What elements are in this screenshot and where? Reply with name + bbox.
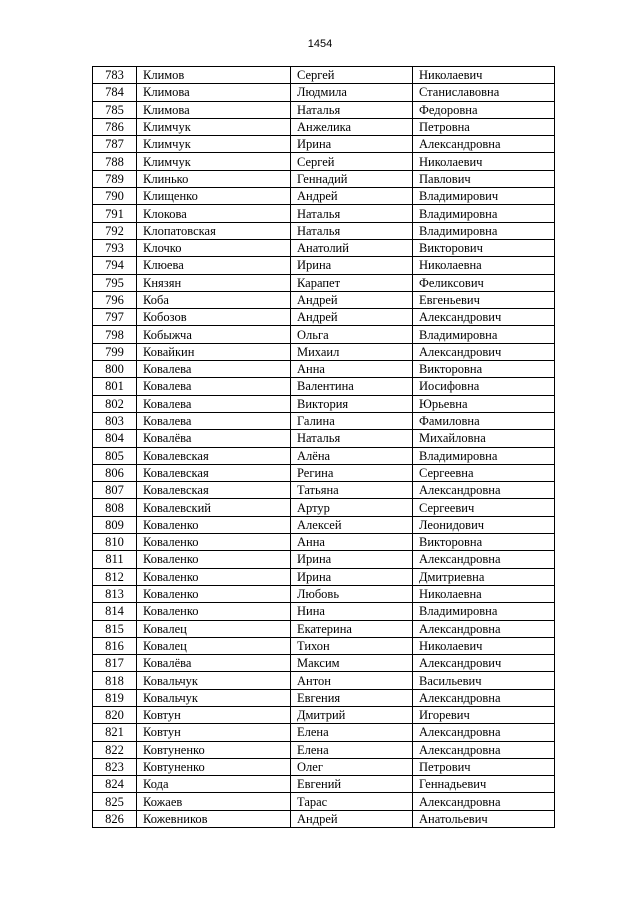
row-number-cell: 826 (93, 810, 137, 827)
last-name-cell: Кобыжча (137, 326, 291, 343)
row-number-cell: 824 (93, 776, 137, 793)
patronymic-cell: Александровна (413, 482, 555, 499)
row-number-cell: 815 (93, 620, 137, 637)
row-number-cell: 804 (93, 430, 137, 447)
row-number-cell: 784 (93, 84, 137, 101)
patronymic-cell: Александровна (413, 793, 555, 810)
last-name-cell: Коваленко (137, 603, 291, 620)
table-row (93, 758, 555, 775)
patronymic-cell: Петрович (413, 758, 555, 775)
patronymic-cell: Анатольевич (413, 810, 555, 827)
row-number-cell: 797 (93, 309, 137, 326)
row-number-cell: 796 (93, 291, 137, 308)
first-name-cell: Алёна (291, 447, 413, 464)
table-row (93, 620, 555, 637)
last-name-cell: Ковальчук (137, 672, 291, 689)
patronymic-cell: Александровна (413, 724, 555, 741)
patronymic-cell: Феликсович (413, 274, 555, 291)
table-row (93, 724, 555, 741)
first-name-cell: Людмила (291, 84, 413, 101)
last-name-cell: Ковтуненко (137, 741, 291, 758)
first-name-cell: Андрей (291, 188, 413, 205)
first-name-cell: Наталья (291, 430, 413, 447)
row-number-cell: 790 (93, 188, 137, 205)
table-row (93, 361, 555, 378)
table-row (93, 239, 555, 256)
patronymic-cell: Николаевич (413, 67, 555, 84)
table-row (93, 551, 555, 568)
patronymic-cell: Александрович (413, 309, 555, 326)
last-name-cell: Ковалева (137, 361, 291, 378)
first-name-cell: Евгений (291, 776, 413, 793)
patronymic-cell: Федоровна (413, 101, 555, 118)
first-name-cell: Анна (291, 534, 413, 551)
row-number-cell: 821 (93, 724, 137, 741)
first-name-cell: Тарас (291, 793, 413, 810)
patronymic-cell: Леонидович (413, 516, 555, 533)
first-name-cell: Андрей (291, 291, 413, 308)
first-name-cell: Наталья (291, 101, 413, 118)
patronymic-cell: Васильевич (413, 672, 555, 689)
table-row (93, 672, 555, 689)
first-name-cell: Ирина (291, 568, 413, 585)
patronymic-cell: Викторовна (413, 361, 555, 378)
patronymic-cell: Дмитриевна (413, 568, 555, 585)
first-name-cell: Сергей (291, 153, 413, 170)
last-name-cell: Ковалевский (137, 499, 291, 516)
row-number-cell: 814 (93, 603, 137, 620)
last-name-cell: Ковалёва (137, 430, 291, 447)
row-number-cell: 787 (93, 136, 137, 153)
row-number-cell: 820 (93, 706, 137, 723)
patronymic-cell: Юрьевна (413, 395, 555, 412)
table-row (93, 222, 555, 239)
last-name-cell: Коваленко (137, 568, 291, 585)
last-name-cell: Коваленко (137, 551, 291, 568)
first-name-cell: Геннадий (291, 170, 413, 187)
last-name-cell: Коба (137, 291, 291, 308)
row-number-cell: 806 (93, 464, 137, 481)
table-row (93, 412, 555, 429)
row-number-cell: 812 (93, 568, 137, 585)
first-name-cell: Артур (291, 499, 413, 516)
row-number-cell: 805 (93, 447, 137, 464)
first-name-cell: Елена (291, 724, 413, 741)
first-name-cell: Карапет (291, 274, 413, 291)
last-name-cell: Кожевников (137, 810, 291, 827)
patronymic-cell: Владимировна (413, 205, 555, 222)
last-name-cell: Коваленко (137, 585, 291, 602)
table-row (93, 205, 555, 222)
patronymic-cell: Сергеевна (413, 464, 555, 481)
patronymic-cell: Михайловна (413, 430, 555, 447)
patronymic-cell: Николаевич (413, 153, 555, 170)
patronymic-cell: Евгеньевич (413, 291, 555, 308)
row-number-cell: 799 (93, 343, 137, 360)
last-name-cell: Ковальчук (137, 689, 291, 706)
row-number-cell: 816 (93, 637, 137, 654)
first-name-cell: Нина (291, 603, 413, 620)
row-number-cell: 825 (93, 793, 137, 810)
table-row (93, 309, 555, 326)
patronymic-cell: Александровна (413, 620, 555, 637)
first-name-cell: Андрей (291, 810, 413, 827)
row-number-cell: 791 (93, 205, 137, 222)
name-list-body (93, 67, 555, 828)
last-name-cell: Клочко (137, 239, 291, 256)
first-name-cell: Галина (291, 412, 413, 429)
last-name-cell: Ковалевская (137, 482, 291, 499)
table-row (93, 430, 555, 447)
row-number-cell: 822 (93, 741, 137, 758)
last-name-cell: Ковтуненко (137, 758, 291, 775)
table-row (93, 776, 555, 793)
patronymic-cell: Владимировна (413, 603, 555, 620)
name-list-table (92, 66, 555, 828)
table-row (93, 516, 555, 533)
first-name-cell: Ольга (291, 326, 413, 343)
row-number-cell: 783 (93, 67, 137, 84)
last-name-cell: Климчук (137, 153, 291, 170)
row-number-cell: 785 (93, 101, 137, 118)
first-name-cell: Антон (291, 672, 413, 689)
row-number-cell: 793 (93, 239, 137, 256)
table-row (93, 291, 555, 308)
table-row (93, 464, 555, 481)
patronymic-cell: Александровна (413, 551, 555, 568)
row-number-cell: 803 (93, 412, 137, 429)
patronymic-cell: Игоревич (413, 706, 555, 723)
first-name-cell: Алексей (291, 516, 413, 533)
patronymic-cell: Александровна (413, 741, 555, 758)
first-name-cell: Дмитрий (291, 706, 413, 723)
table-row (93, 257, 555, 274)
table-row (93, 118, 555, 135)
patronymic-cell: Владимировна (413, 447, 555, 464)
table-row (93, 343, 555, 360)
patronymic-cell: Николаевна (413, 257, 555, 274)
last-name-cell: Ковалёва (137, 655, 291, 672)
patronymic-cell: Викторовна (413, 534, 555, 551)
last-name-cell: Ковалева (137, 395, 291, 412)
patronymic-cell: Викторович (413, 239, 555, 256)
patronymic-cell: Сергеевич (413, 499, 555, 516)
first-name-cell: Наталья (291, 205, 413, 222)
last-name-cell: Климчук (137, 118, 291, 135)
first-name-cell: Ирина (291, 257, 413, 274)
first-name-cell: Максим (291, 655, 413, 672)
patronymic-cell: Геннадьевич (413, 776, 555, 793)
table-row (93, 101, 555, 118)
first-name-cell: Анатолий (291, 239, 413, 256)
table-row (93, 534, 555, 551)
table-row (93, 793, 555, 810)
table-row (93, 153, 555, 170)
first-name-cell: Анжелика (291, 118, 413, 135)
last-name-cell: Кожаев (137, 793, 291, 810)
row-number-cell: 792 (93, 222, 137, 239)
page-number: 1454 (307, 38, 333, 50)
table-row (93, 637, 555, 654)
row-number-cell: 810 (93, 534, 137, 551)
last-name-cell: Ковалец (137, 620, 291, 637)
last-name-cell: Климчук (137, 136, 291, 153)
last-name-cell: Кода (137, 776, 291, 793)
patronymic-cell: Александровна (413, 689, 555, 706)
table-row (93, 689, 555, 706)
first-name-cell: Тихон (291, 637, 413, 654)
row-number-cell: 813 (93, 585, 137, 602)
table-row (93, 274, 555, 291)
row-number-cell: 819 (93, 689, 137, 706)
first-name-cell: Регина (291, 464, 413, 481)
row-number-cell: 802 (93, 395, 137, 412)
row-number-cell: 818 (93, 672, 137, 689)
row-number-cell: 801 (93, 378, 137, 395)
last-name-cell: Климова (137, 84, 291, 101)
table-row (93, 585, 555, 602)
patronymic-cell: Петровна (413, 118, 555, 135)
table-row (93, 499, 555, 516)
first-name-cell: Наталья (291, 222, 413, 239)
last-name-cell: Ковтун (137, 724, 291, 741)
first-name-cell: Валентина (291, 378, 413, 395)
patronymic-cell: Николаевна (413, 585, 555, 602)
row-number-cell: 798 (93, 326, 137, 343)
last-name-cell: Ковалева (137, 412, 291, 429)
row-number-cell: 789 (93, 170, 137, 187)
patronymic-cell: Иосифовна (413, 378, 555, 395)
table-row (93, 188, 555, 205)
last-name-cell: Климов (137, 67, 291, 84)
table-row (93, 67, 555, 84)
last-name-cell: Коваленко (137, 534, 291, 551)
last-name-cell: Коваленко (137, 516, 291, 533)
first-name-cell: Андрей (291, 309, 413, 326)
table-row (93, 326, 555, 343)
last-name-cell: Ковалевская (137, 447, 291, 464)
patronymic-cell: Станиславовна (413, 84, 555, 101)
last-name-cell: Клопатовская (137, 222, 291, 239)
first-name-cell: Анна (291, 361, 413, 378)
patronymic-cell: Владимирович (413, 188, 555, 205)
last-name-cell: Ковалева (137, 378, 291, 395)
last-name-cell: Клюева (137, 257, 291, 274)
row-number-cell: 800 (93, 361, 137, 378)
row-number-cell: 811 (93, 551, 137, 568)
first-name-cell: Татьяна (291, 482, 413, 499)
first-name-cell: Ирина (291, 551, 413, 568)
last-name-cell: Клищенко (137, 188, 291, 205)
patronymic-cell: Александрович (413, 343, 555, 360)
row-number-cell: 788 (93, 153, 137, 170)
patronymic-cell: Павлович (413, 170, 555, 187)
table-row (93, 741, 555, 758)
patronymic-cell: Александровна (413, 136, 555, 153)
table-row (93, 706, 555, 723)
patronymic-cell: Владимировна (413, 222, 555, 239)
row-number-cell: 823 (93, 758, 137, 775)
table-row (93, 810, 555, 827)
last-name-cell: Климова (137, 101, 291, 118)
row-number-cell: 808 (93, 499, 137, 516)
table-row (93, 447, 555, 464)
last-name-cell: Кобозов (137, 309, 291, 326)
row-number-cell: 817 (93, 655, 137, 672)
row-number-cell: 786 (93, 118, 137, 135)
table-row (93, 482, 555, 499)
row-number-cell: 809 (93, 516, 137, 533)
first-name-cell: Любовь (291, 585, 413, 602)
first-name-cell: Сергей (291, 67, 413, 84)
first-name-cell: Екатерина (291, 620, 413, 637)
first-name-cell: Виктория (291, 395, 413, 412)
last-name-cell: Клокова (137, 205, 291, 222)
table-row (93, 568, 555, 585)
row-number-cell: 807 (93, 482, 137, 499)
table-row (93, 395, 555, 412)
last-name-cell: Князян (137, 274, 291, 291)
last-name-cell: Ковайкин (137, 343, 291, 360)
table-row (93, 170, 555, 187)
first-name-cell: Ирина (291, 136, 413, 153)
first-name-cell: Олег (291, 758, 413, 775)
first-name-cell: Евгения (291, 689, 413, 706)
row-number-cell: 795 (93, 274, 137, 291)
table-row (93, 84, 555, 101)
last-name-cell: Ковтун (137, 706, 291, 723)
last-name-cell: Клинько (137, 170, 291, 187)
first-name-cell: Елена (291, 741, 413, 758)
patronymic-cell: Фамиловна (413, 412, 555, 429)
table-row (93, 378, 555, 395)
patronymic-cell: Владимировна (413, 326, 555, 343)
table-row (93, 603, 555, 620)
first-name-cell: Михаил (291, 343, 413, 360)
table-row (93, 655, 555, 672)
table-row (93, 136, 555, 153)
last-name-cell: Ковалец (137, 637, 291, 654)
patronymic-cell: Николаевич (413, 637, 555, 654)
last-name-cell: Ковалевская (137, 464, 291, 481)
row-number-cell: 794 (93, 257, 137, 274)
patronymic-cell: Александрович (413, 655, 555, 672)
